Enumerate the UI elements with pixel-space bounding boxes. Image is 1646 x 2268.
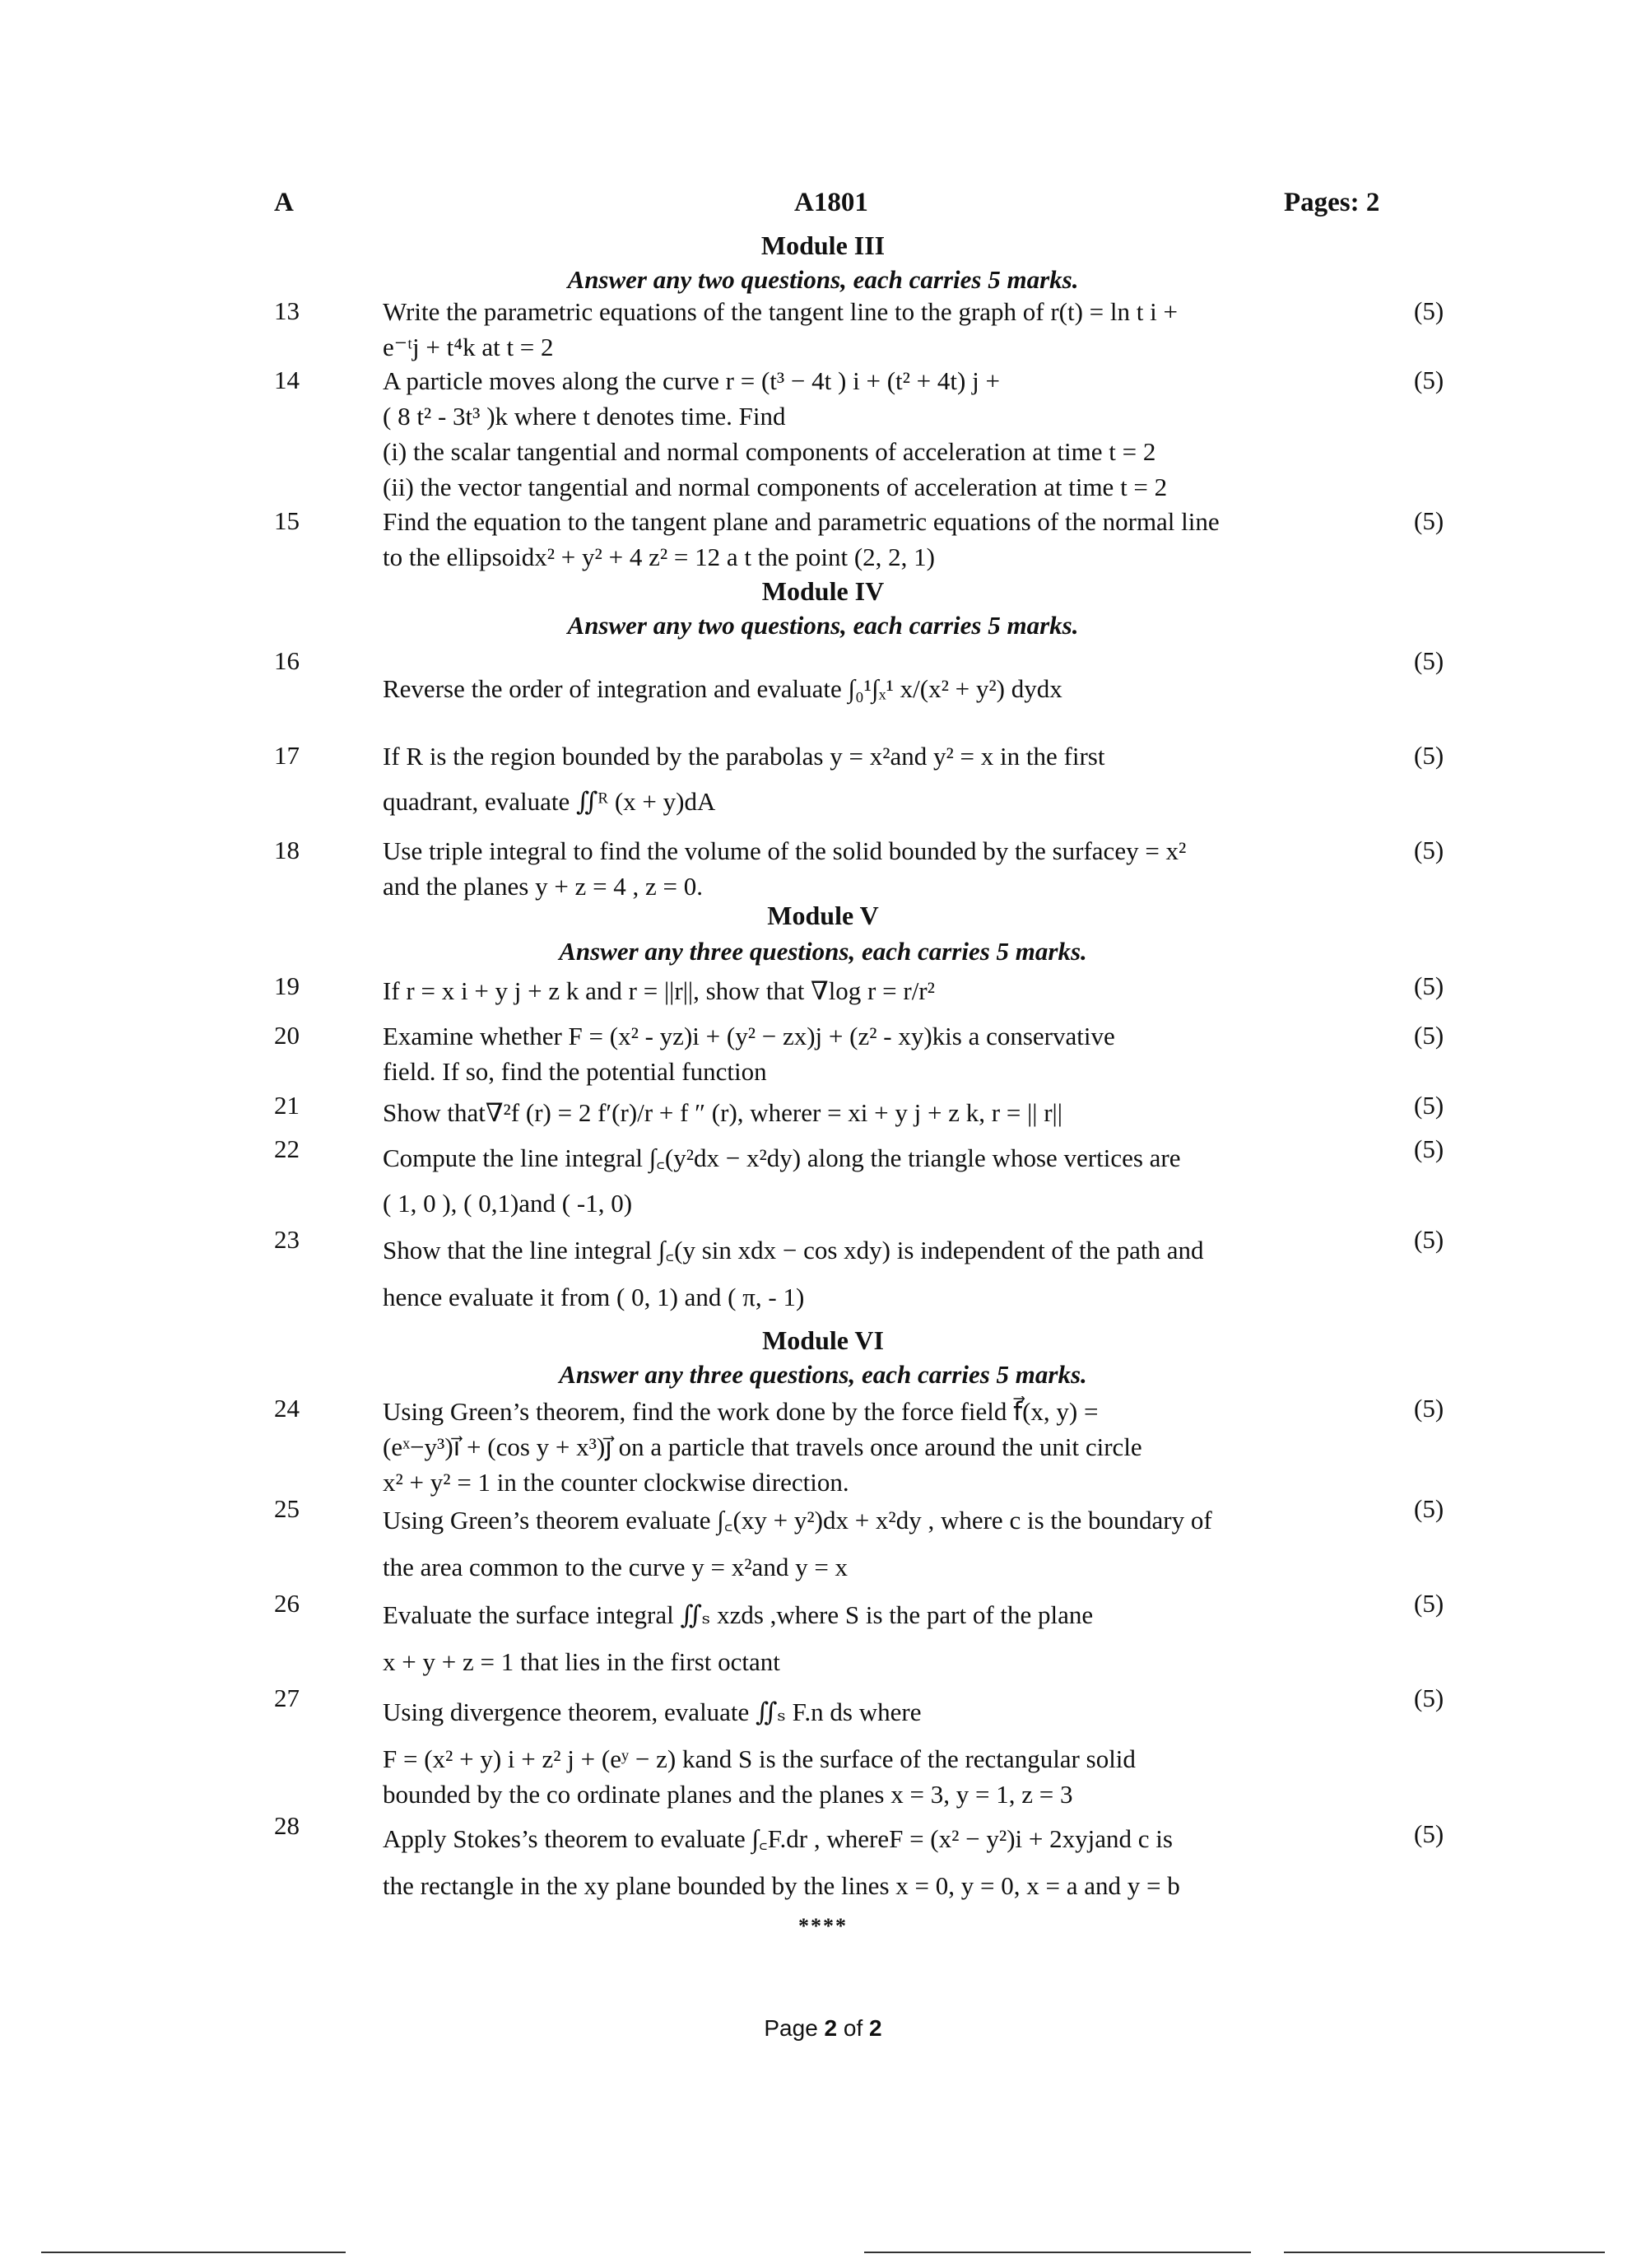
header-set-letter: A xyxy=(274,188,294,217)
question-line: Reverse the order of integration and evaluate ∫₀¹∫ₓ¹ x/(x² + y²) dydx xyxy=(383,674,1062,703)
question-marks: (5) xyxy=(1414,1494,1444,1523)
question-marks: (5) xyxy=(1414,1134,1444,1163)
question-marks: (5) xyxy=(1414,1589,1444,1618)
question-number: 16 xyxy=(274,646,300,675)
question-number: 13 xyxy=(274,296,300,325)
question-number: 25 xyxy=(274,1494,300,1523)
question-number: 14 xyxy=(274,366,300,394)
question-line: the rectangle in the xy plane bounded by the lines x = 0, y = 0, x = a and y = b xyxy=(383,1871,1180,1900)
question-text xyxy=(383,1095,1383,1130)
question-text xyxy=(383,504,1383,575)
question-number: 18 xyxy=(274,836,300,864)
question-line: Using Green’s theorem, find the work done by the force field f⃗(x, y) = xyxy=(383,1397,1099,1426)
footer-total-pages: 2 xyxy=(869,2015,882,2041)
question-line: quadrant, evaluate ∬ᴿ (x + y)dA xyxy=(383,787,716,816)
question-text xyxy=(383,738,1383,819)
question-text xyxy=(383,363,1383,505)
question-text xyxy=(383,833,1383,904)
module-title: Module III xyxy=(760,231,886,260)
question-line: Examine whether F = (x² - yz)i + (y² − zx)j + (z² - xy)kis a conservative xyxy=(383,1022,1115,1050)
question-marks: (5) xyxy=(1414,836,1444,864)
question-line: Use triple integral to find the volume of the solid bounded by the surfacey = x² xyxy=(383,836,1187,865)
question-text xyxy=(383,1394,1383,1500)
question-number: 19 xyxy=(274,971,300,1000)
question-number: 17 xyxy=(274,741,300,770)
question-marks: (5) xyxy=(1414,741,1444,770)
question-text xyxy=(383,1821,1383,1903)
question-marks: (5) xyxy=(1414,1819,1444,1848)
question-marks: (5) xyxy=(1414,971,1444,1000)
question-number: 26 xyxy=(274,1589,300,1618)
question-line: and the planes y + z = 4 , z = 0. xyxy=(383,872,704,901)
question-line: ( 1, 0 ), ( 0,1)and ( -1, 0) xyxy=(383,1189,633,1218)
question-number: 15 xyxy=(274,506,300,535)
question-text xyxy=(383,1140,1383,1221)
question-line: (ii) the vector tangential and normal components of acceleration at time t = 2 xyxy=(383,473,1168,501)
question-line: (i) the scalar tangential and normal components of acceleration at time t = 2 xyxy=(383,437,1156,466)
question-text xyxy=(383,1502,1383,1585)
question-line: Compute the line integral ∫꜀(y²dx − x²dy) along the triangle whose vertices are xyxy=(383,1143,1181,1172)
module-instruction: Answer any two questions, each carries 5 marks. xyxy=(567,265,1079,294)
page-footer xyxy=(0,2015,1646,2042)
question-line: (eˣ−y³)i⃗ + (cos y + x³)j⃗ on a particle that travels once around the unit circle xyxy=(383,1432,1142,1461)
question-text xyxy=(383,294,1383,365)
question-marks: (5) xyxy=(1414,646,1444,675)
header-paper-code: A1801 xyxy=(794,188,868,217)
question-line: Write the parametric equations of the tangent line to the graph of r(t) = ln t i + xyxy=(383,297,1178,326)
question-line: Show that∇²f (r) = 2 f′(r)/r + f ″ (r), wherer = xi + y j + z k, r = || r|| xyxy=(383,1098,1062,1127)
question-line: to the ellipsoidx² + y² + 4 z² = 12 a t the point (2, 2, 1) xyxy=(383,543,935,571)
question-line: If r = x i + y j + z k and r = ||r||, show that ∇log r = r/r² xyxy=(383,976,935,1005)
question-number: 28 xyxy=(274,1811,300,1840)
module-title: Module VI xyxy=(762,1325,884,1355)
footer-current-page: 2 xyxy=(824,2015,838,2041)
question-text xyxy=(383,1232,1383,1315)
module-instruction: Answer any two questions, each carries 5 marks. xyxy=(567,611,1079,640)
scan-edge-line xyxy=(1284,2252,1605,2253)
question-line: Apply Stokes’s theorem to evaluate ∫꜀F.dr , whereF = (x² − y²)i + 2xyjand c is xyxy=(383,1824,1173,1853)
question-line: Show that the line integral ∫꜀(y sin xdx − cos xdy) is independent of the path and xyxy=(383,1236,1204,1264)
question-number: 27 xyxy=(274,1684,300,1712)
module-title: Module V xyxy=(767,901,879,930)
footer-prefix: Page xyxy=(764,2015,825,2041)
question-line: e⁻ᵗj + t⁴k at t = 2 xyxy=(383,333,554,361)
question-marks: (5) xyxy=(1414,1684,1444,1712)
header-page-count: Pages: 2 xyxy=(1284,188,1380,217)
module-instruction: Answer any three questions, each carries 5 marks. xyxy=(559,937,1087,966)
question-number: 21 xyxy=(274,1091,300,1120)
question-line: field. If so, find the potential function xyxy=(383,1057,767,1086)
question-marks: (5) xyxy=(1414,296,1444,325)
question-line: Using divergence theorem, evaluate ∬ₛ F.n ds where xyxy=(383,1698,922,1726)
question-line: x² + y² = 1 in the counter clockwise direction. xyxy=(383,1468,849,1497)
question-text xyxy=(383,973,1383,1008)
question-line: F = (x² + y) i + z² j + (eʸ − z) kand S is the surface of the rectangular solid xyxy=(383,1744,1136,1773)
question-text xyxy=(383,1597,1383,1679)
question-marks: (5) xyxy=(1414,506,1444,535)
question-marks: (5) xyxy=(1414,1091,1444,1120)
question-line: x + y + z = 1 that lies in the first octant xyxy=(383,1647,780,1676)
question-line: hence evaluate it from ( 0, 1) and ( π, - 1) xyxy=(383,1283,805,1311)
question-marks: (5) xyxy=(1414,366,1444,394)
question-line: bounded by the co ordinate planes and the planes x = 3, y = 1, z = 3 xyxy=(383,1780,1073,1809)
question-line: Find the equation to the tangent plane and parametric equations of the normal line xyxy=(383,507,1220,536)
end-of-paper-mark: **** xyxy=(798,1914,848,1938)
footer-middle: of xyxy=(837,2015,870,2041)
question-marks: (5) xyxy=(1414,1225,1444,1254)
question-line: ( 8 t² - 3t³ )k where t denotes time. Find xyxy=(383,402,786,431)
question-number: 24 xyxy=(274,1394,300,1423)
module-instruction: Answer any three questions, each carries 5 marks. xyxy=(559,1360,1087,1389)
question-line: If R is the region bounded by the parabolas y = x²and y² = x in the first xyxy=(383,742,1105,771)
question-number: 22 xyxy=(274,1134,300,1163)
question-number: 20 xyxy=(274,1021,300,1050)
question-marks: (5) xyxy=(1414,1021,1444,1050)
question-line: Evaluate the surface integral ∬ₛ xzds ,where S is the part of the plane xyxy=(383,1600,1094,1629)
question-line: Using Green’s theorem evaluate ∫꜀(xy + y²)dx + x²dy , where c is the boundary of xyxy=(383,1506,1212,1535)
question-marks: (5) xyxy=(1414,1394,1444,1423)
question-line: A particle moves along the curve r = (t³ − 4t ) i + (t² + 4t) j + xyxy=(383,366,1000,395)
module-title: Module IV xyxy=(761,576,885,606)
question-text xyxy=(383,671,1383,706)
scan-edge-line xyxy=(41,2252,346,2253)
question-line: the area common to the curve y = x²and y = x xyxy=(383,1553,849,1581)
question-number: 23 xyxy=(274,1225,300,1254)
question-text xyxy=(383,1694,1383,1812)
scan-edge-line xyxy=(864,2252,1251,2253)
question-text xyxy=(383,1018,1383,1089)
